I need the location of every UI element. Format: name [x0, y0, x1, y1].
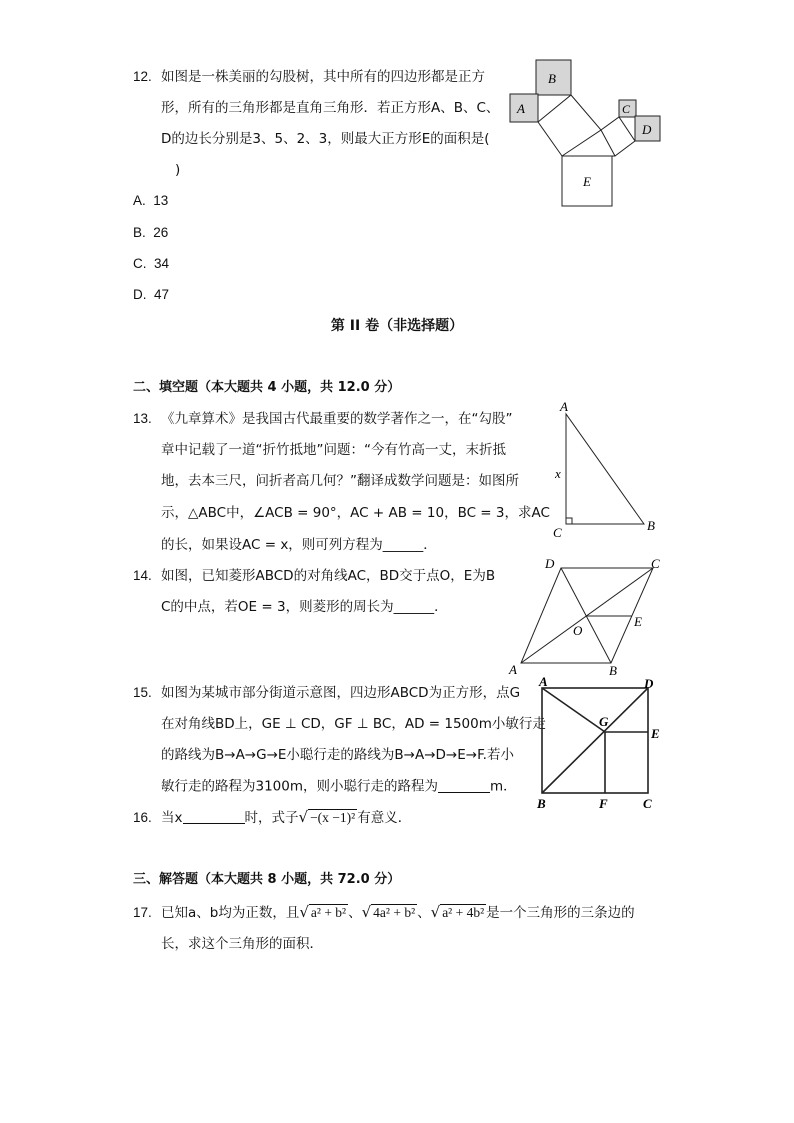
label-b: B	[537, 796, 546, 811]
q14-text-line2: C的中点，若OE = 3，则菱形的周长为______．	[161, 599, 448, 615]
q17-text-line2: 长，求这个三角形的面积．	[161, 936, 323, 952]
label-o: O	[573, 623, 583, 638]
q13-text-line2: 章中记载了一道“折竹抵地”问题：“今有竹高一丈，末折抵	[161, 442, 506, 458]
q15-text-line3: 的路线为B→A→G→E小聪行走的路线为B→A→D→E→F.若小	[161, 747, 514, 763]
q12-option-a[interactable]: A. 13	[133, 193, 169, 208]
q12-option-d[interactable]: D. 47	[133, 287, 170, 302]
street-map-figure	[530, 674, 664, 814]
label-e: E	[583, 174, 591, 189]
q13-text-line4: 示，△ABC中，∠ACB = 90°，AC + AB = 10，BC = 3，求AC	[161, 505, 550, 521]
q13-number: 13.	[133, 411, 152, 426]
q12-option-b[interactable]: B. 26	[133, 225, 169, 240]
q12-text-line2: 形，所有的三角形都是直角三角形．若正方形A、B、C、	[161, 100, 500, 116]
section3-heading: 三、解答题（本大题共 8 小题，共 72.0 分）	[133, 872, 401, 887]
q13-text-line5: 的长，如果设AC = x，则可列方程为______．	[161, 537, 437, 553]
q17-radical-3: a² + 4b²	[442, 905, 485, 920]
label-c: C	[622, 102, 631, 116]
q14-number: 14.	[133, 568, 152, 583]
q15-answer-blank[interactable]	[438, 778, 490, 793]
q12-text-line1: 如图是一株美丽的勾股树，其中所有的四边形都是正方	[161, 69, 485, 85]
label-c: C	[553, 525, 562, 540]
label-e: E	[651, 726, 660, 741]
label-c: C	[651, 556, 660, 571]
label-d: D	[642, 122, 652, 137]
q13-text-line3: 地，去本三尺，问折者高几何？”翻译成数学问题是：如图所	[161, 473, 519, 489]
q16-radicand: −(x −1)²	[310, 810, 356, 825]
label-c: C	[643, 796, 652, 811]
label-a: A	[517, 101, 525, 116]
rhombus-figure	[505, 555, 665, 680]
label-e: E	[634, 614, 642, 629]
part2-title: 第 II 卷（非选择题）	[330, 318, 464, 334]
label-a: A	[509, 662, 517, 677]
label-x: x	[555, 466, 561, 481]
q16-answer-blank[interactable]	[183, 810, 245, 825]
pythagoras-tree-figure	[505, 58, 665, 210]
triangle-abc	[566, 414, 644, 524]
q14-text-line1: 如图，已知菱形ABCD的对角线AC，BD交于点O，E为B	[161, 568, 496, 584]
label-a: A	[560, 400, 568, 414]
label-b: B	[647, 518, 655, 533]
right-triangle-figure	[548, 400, 663, 540]
segment-ag	[542, 688, 605, 732]
q17-radical-2: 4a² + b²	[373, 905, 416, 920]
label-g: G	[599, 714, 609, 729]
q16-number: 16.	[133, 810, 152, 825]
q16-text: 当x 时，式子√ −(x −1)² 有意义．	[161, 808, 412, 826]
label-d: D	[644, 676, 654, 691]
q15-text-line4: 敏行走的路程为3100m，则小聪行走的路程为 m．	[161, 778, 517, 795]
section2-heading: 二、填空题（本大题共 4 小题，共 12.0 分）	[133, 380, 401, 395]
label-f: F	[599, 796, 608, 811]
q12-text-line3: D的边长分别是3、5、2、3，则最大正方形E的面积是(	[161, 131, 490, 147]
label-b: B	[548, 71, 556, 86]
q12-number: 12.	[133, 69, 152, 84]
q15-text-line2: 在对角线BD上，GE ⊥ CD，GF ⊥ BC，AD = 1500m小敏行走	[161, 716, 546, 732]
square-left-middle	[538, 95, 601, 156]
label-b: B	[609, 663, 617, 678]
diagonal-bd	[542, 688, 648, 793]
q15-text-line1: 如图为某城市部分街道示意图，四边形ABCD为正方形，点G	[161, 685, 521, 701]
q15-number: 15.	[133, 685, 152, 700]
q17-radical-1: a² + b²	[310, 905, 347, 920]
q17-text-line1: 已知a、b均为正数，且√ a² + b² 、√ 4a² + b² 、√ a² + 4b² 是一个三角形的三条边的	[161, 903, 635, 921]
q13-text-line1: 《九章算术》是我国古代最重要的数学著作之一，在“勾股”	[161, 411, 513, 427]
label-a: A	[539, 674, 548, 689]
square-right-middle	[601, 117, 635, 156]
label-d: D	[545, 556, 555, 571]
q12-option-c[interactable]: C. 34	[133, 256, 170, 271]
q12-text-line4: )	[175, 162, 181, 178]
right-angle-mark	[566, 518, 572, 524]
q17-number: 17.	[133, 905, 152, 920]
